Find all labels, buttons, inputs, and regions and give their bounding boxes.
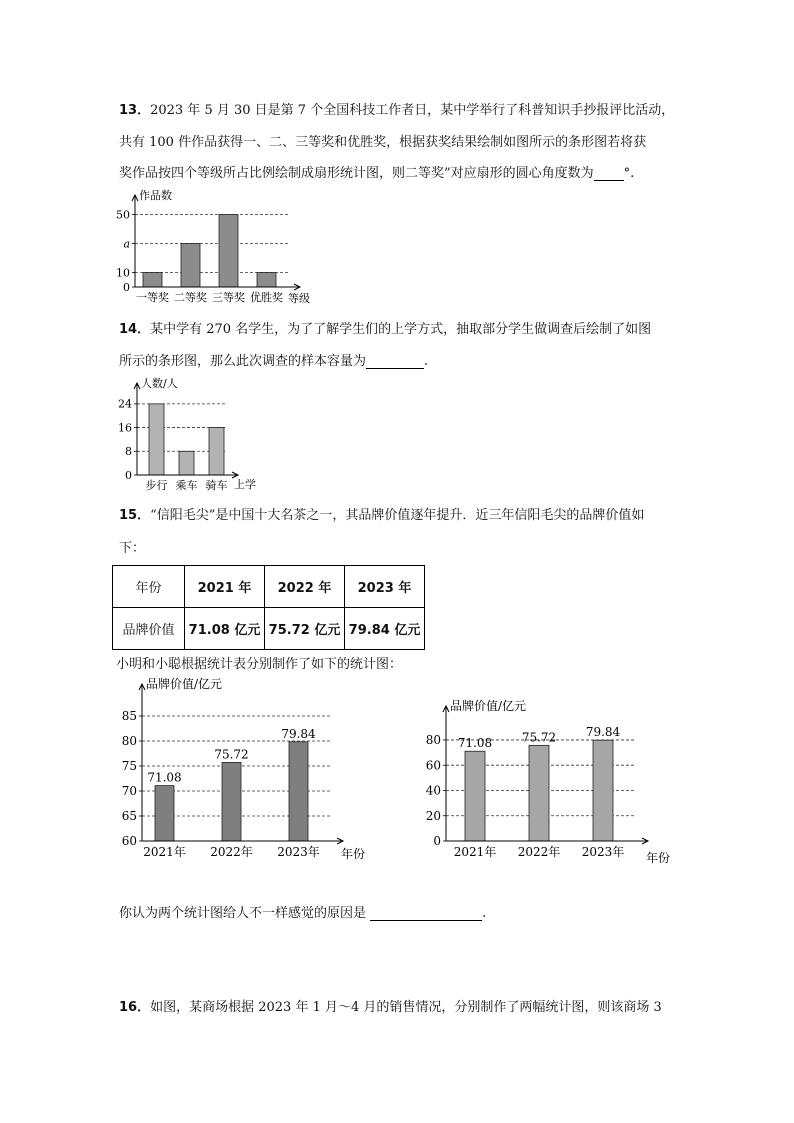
q15-line2: 下： xyxy=(119,541,146,556)
q13-answer-blank[interactable] xyxy=(594,168,624,181)
q16-line1 xyxy=(119,1001,679,1015)
y-tick-label: 85 xyxy=(121,709,137,724)
awards-bar-chart xyxy=(110,190,340,310)
y-tick-label: 70 xyxy=(121,784,137,799)
data-label: 79.84 xyxy=(281,726,316,741)
q14-text-line2: 所示的条形图，那么此次调查的样本容量为 xyxy=(119,354,367,369)
table-cell: 2021 年 xyxy=(185,566,265,608)
y-tick-label: 10 xyxy=(116,266,130,280)
table-cell: 71.08 亿元 xyxy=(185,608,265,650)
q16-number: 16． xyxy=(119,1000,151,1015)
q15-number: 15． xyxy=(119,508,151,523)
x-tick-label: 2022年 xyxy=(517,845,561,859)
q15-text-line4: 你认为两个统计图给人不一样感觉的原因是 xyxy=(119,906,367,921)
bar xyxy=(289,742,308,841)
y-tick-label: 24 xyxy=(118,397,132,411)
bar xyxy=(143,273,162,288)
q14-tail: . xyxy=(424,354,429,369)
bar xyxy=(222,762,241,841)
y-tick-label: 8 xyxy=(125,445,132,459)
q15-line4 xyxy=(119,907,679,921)
bar xyxy=(209,428,224,475)
x-axis-label: 等级 xyxy=(288,292,310,305)
x-tick-label: 二等奖 xyxy=(174,291,207,304)
y-axis-label: 人数/人 xyxy=(141,377,178,390)
y-tick-label: 60 xyxy=(425,758,441,773)
q14-text-line1: 某中学有 270 名学生，为了了解学生们的上学方式，抽取部分学生做调查后绘制了如图 xyxy=(150,322,652,337)
y-axis-label: 品牌价值/亿元 xyxy=(146,677,223,691)
y-tick-label: 80 xyxy=(121,734,137,749)
bar xyxy=(155,786,174,841)
data-label: 71.08 xyxy=(147,770,182,785)
q13-text-line1: 2023 年 5 月 30 日是第 7 个全国科技工作者日，某中学举行了科普知识手抄报评比活动， xyxy=(150,103,675,118)
q13-number: 13． xyxy=(119,103,151,118)
y-tick-label: a xyxy=(123,237,130,251)
data-label: 75.72 xyxy=(214,747,249,762)
brand-value-chart-right xyxy=(410,700,690,870)
data-label: 71.08 xyxy=(457,736,493,751)
x-tick-label: 一等奖 xyxy=(136,291,169,304)
y-tick-label: 0 xyxy=(123,280,130,294)
q14-number: 14． xyxy=(119,322,151,337)
q13-line1 xyxy=(119,104,679,118)
y-tick-label: 75 xyxy=(121,759,137,774)
q15-tail: . xyxy=(482,906,487,921)
y-tick-label: 60 xyxy=(121,834,137,849)
brand-value-table xyxy=(112,565,425,650)
bar xyxy=(149,404,164,475)
y-tick-label: 0 xyxy=(433,834,441,849)
x-tick-label: 骑车 xyxy=(205,479,228,492)
q15-answer-blank[interactable] xyxy=(370,908,482,921)
y-tick-label: 50 xyxy=(116,208,130,222)
q15-line1 xyxy=(119,509,679,523)
bar xyxy=(465,751,485,841)
x-tick-label: 步行 xyxy=(145,479,168,492)
x-tick-label: 乘车 xyxy=(175,479,198,492)
bar xyxy=(219,215,238,288)
data-label: 75.72 xyxy=(521,730,557,745)
x-axis-label: 年份 xyxy=(341,847,366,861)
y-tick-label: 80 xyxy=(425,733,441,748)
x-tick-label: 2023年 xyxy=(581,845,625,859)
x-tick-label: 三等奖 xyxy=(212,291,245,304)
q13-line2: 共有 100 件作品获得一、二、三等奖和优胜奖，根据获奖结果绘制如图所示的条形图若将获 xyxy=(119,135,647,150)
y-tick-label: 20 xyxy=(425,808,441,823)
y-tick-label: 0 xyxy=(125,468,132,482)
x-tick-label: 2021年 xyxy=(453,845,497,859)
y-axis-label: 品牌价值/亿元 xyxy=(450,699,527,713)
q14-line1 xyxy=(119,323,679,337)
q13-text-line3: 奖作品按四个等级所占比例绘制成扇形统计图，则二等奖”对应扇形的圆心角度数为 xyxy=(119,166,594,181)
bar xyxy=(593,740,613,841)
x-axis-label: 上学 xyxy=(234,478,256,491)
table-cell: 品牌价值 xyxy=(113,608,185,650)
q14-answer-blank[interactable] xyxy=(366,356,424,369)
bar xyxy=(181,244,200,288)
q15-text-line1: “信阳毛尖”是中国十大名茶之一，其品牌价值逐年提升．近三年信阳毛尖的品牌价值如 xyxy=(150,508,645,523)
commute-bar-chart xyxy=(110,377,280,492)
table-header-row xyxy=(113,566,425,608)
q13-line3 xyxy=(119,167,679,181)
table-row xyxy=(113,608,425,650)
data-label: 79.84 xyxy=(585,725,621,740)
x-tick-label: 2022年 xyxy=(210,845,253,859)
y-tick-label: 65 xyxy=(121,809,137,824)
table-cell: 75.72 亿元 xyxy=(265,608,345,650)
q14-line2 xyxy=(119,355,679,369)
y-tick-label: 16 xyxy=(118,421,132,435)
q16-text-line1: 如图，某商场根据 2023 年 1 月～4 月的销售情况，分别制作了两幅统计图，则该商场 3 xyxy=(150,1000,662,1015)
x-tick-label: 2021年 xyxy=(143,845,186,859)
table-cell: 79.84 亿元 xyxy=(345,608,425,650)
q15-line3: 小明和小聪根据统计表分别制作了如下的统计图： xyxy=(116,657,403,672)
x-tick-label: 2023年 xyxy=(277,845,320,859)
x-tick-label: 优胜奖 xyxy=(250,291,283,304)
x-axis-label: 年份 xyxy=(646,851,671,865)
table-cell: 年份 xyxy=(113,566,185,608)
table-cell: 2023 年 xyxy=(345,566,425,608)
brand-value-chart-left xyxy=(105,678,385,868)
y-axis-label: 作品数 xyxy=(139,189,172,202)
table-cell: 2022 年 xyxy=(265,566,345,608)
q13-tail: °. xyxy=(623,166,635,181)
bar xyxy=(257,273,276,288)
bar xyxy=(179,451,194,475)
y-tick-label: 40 xyxy=(425,783,441,798)
bar xyxy=(529,745,549,841)
